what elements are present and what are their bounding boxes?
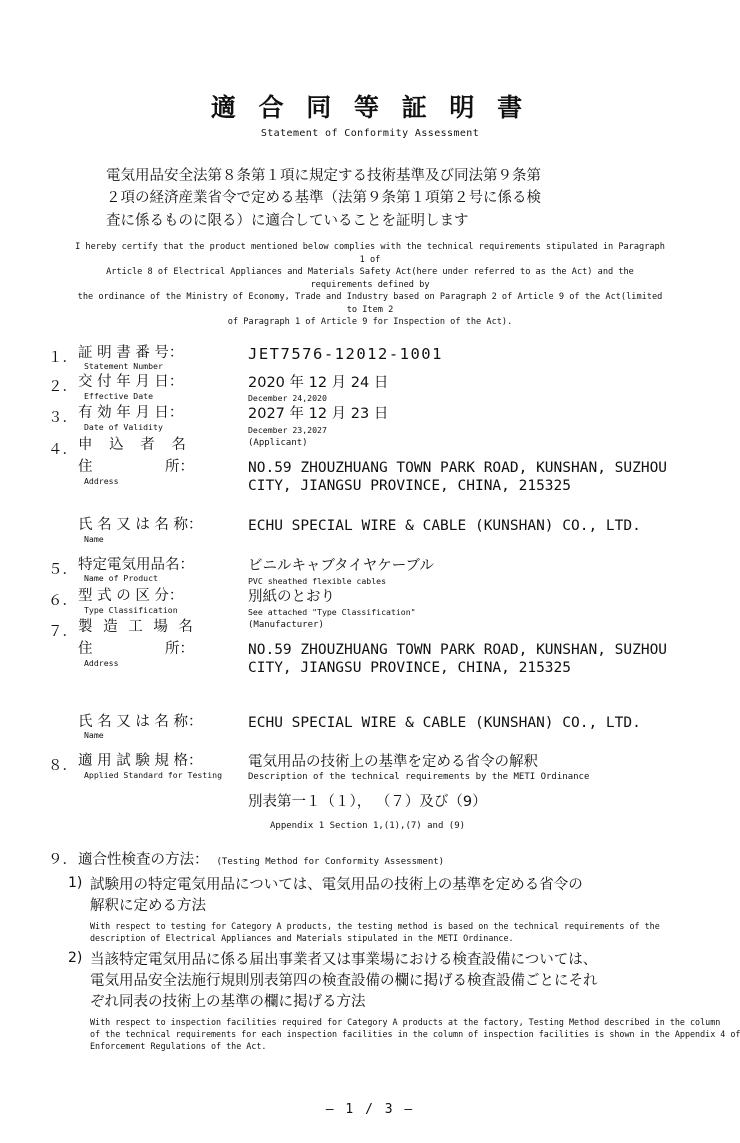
field-row-manufacturer-name	[48, 714, 692, 742]
field-label	[78, 641, 248, 669]
field-label-ja: 製 造 工 場 名	[78, 619, 196, 636]
field-value	[248, 641, 692, 677]
list-item-ja-line-3: ぞれ同表の技術上の基準の欄に掲げる方法	[90, 993, 366, 1010]
field-row-statement-number	[48, 345, 692, 373]
field-label-en: Statement Number	[84, 361, 163, 372]
field-value	[248, 437, 692, 449]
applied-standard-appendix-en: Appendix 1 Section 1,(1),(7) and (9)	[270, 820, 466, 831]
field-row-type-classification	[48, 588, 692, 617]
field-label	[78, 557, 248, 585]
field-label-ja: 型 式 の 区 分：	[78, 587, 184, 604]
field-label-ja: 氏 名 又 は 名 称：	[78, 517, 203, 534]
field-row-date-of-validity	[48, 405, 692, 434]
field-value	[248, 557, 692, 586]
field-number: ７．	[48, 624, 77, 641]
field-value-main: 別紙のとおり	[248, 588, 335, 605]
field-row-applicant-name	[48, 517, 692, 545]
field-label	[78, 588, 248, 616]
field-value-sub: (Applicant)	[248, 437, 308, 448]
field-value	[248, 374, 692, 403]
list-item-en-line-3: Enforcement Regulations of the Act.	[90, 1041, 267, 1052]
field-value	[248, 405, 692, 434]
field-label	[78, 619, 248, 636]
field-number: １．	[48, 349, 77, 366]
title-block	[48, 88, 692, 139]
list-item-en-line-1: With respect to inspection facilities required for Category A products at the factory, Testing Method described in the column	[90, 1016, 721, 1027]
list-item-ja-line-2: 解釈に定める方法	[90, 897, 206, 914]
intro-ja-line-1: 電気用品安全法第８条第１項に規定する技術基準及び同法第９条第	[106, 168, 541, 184]
intro-en-line-2: Article 8 of Electrical Appliances and Materials Safety Act(here under referred to as the Act) and the requirements defined by	[106, 267, 634, 290]
field-label	[78, 374, 248, 402]
field-label	[78, 437, 248, 454]
field-label-ja: 証 明 書 番 号：	[78, 344, 184, 361]
intro-en-line-1: I hereby certify that the product mentioned below complies with the technical requirements stipulated in Paragraph 1 of	[75, 242, 665, 265]
fields-list	[48, 344, 740, 1053]
page-footer: — 1 / 3 —	[325, 1102, 415, 1117]
page-title-ja: 適 合 同 等 証 明 書	[210, 93, 530, 122]
field-number: ２．	[48, 379, 77, 396]
field-label-ja: 有 効 年 月 日：	[78, 405, 184, 422]
field-row-applicant-address	[48, 459, 692, 495]
list-item-en-line-1: With respect to testing for Category A products, the testing method is based on the technical requirements of the	[90, 920, 660, 931]
list-item-text-ja	[90, 875, 692, 917]
intro-en-line-3: the ordinance of the Ministry of Economy, Trade and Industry based on Paragraph 2 of Article 9 of the Act(limited to Item 2	[77, 292, 663, 315]
field-number: ４．	[48, 441, 77, 458]
field-label	[78, 459, 248, 487]
field-label-en: Type Classification	[84, 604, 178, 615]
field-number: ８．	[48, 758, 77, 775]
field-label-en: Effective Date	[84, 390, 154, 401]
list-item-en-line-2: description of Electrical Appliances and Materials stipulated in the METI Ordinance.	[90, 932, 514, 943]
field-value-main: ビニルキャブタイヤケーブル	[248, 557, 434, 574]
field-value-sub: December 23,2027	[248, 424, 327, 435]
page-title-en: Statement of Conformity Assessment	[260, 128, 480, 139]
field-value-line2: CITY, JIANGSU PROVINCE, CHINA, 215325	[248, 660, 572, 677]
field-number: ９．	[48, 851, 77, 868]
field-row-manufacturer-address	[48, 641, 692, 677]
field-value-line2: CITY, JIANGSU PROVINCE, CHINA, 215325	[248, 477, 572, 494]
field-value	[248, 619, 692, 631]
field-label-en: Address	[84, 658, 119, 669]
field-value-sub: See attached "Type Classification"	[248, 607, 416, 618]
intro-paragraph-en	[48, 241, 692, 328]
field-value-main: NO.59 ZHOUZHUANG TOWN PARK ROAD, KUNSHAN, SUZHOU	[248, 459, 668, 476]
field-label-ja: 適 用 試 験 規 格：	[78, 753, 203, 770]
field-value-main: 2027 年 12 月 23 日	[248, 406, 389, 423]
list-item-ja-line-1: 試験用の特定電気用品については、電気用品の技術上の基準を定める省令の	[90, 876, 583, 893]
field-label-ja: 申 込 者 名	[78, 436, 192, 453]
list-item-marker: 2)	[68, 949, 83, 966]
field-label	[78, 345, 248, 373]
list-item-text-ja	[90, 950, 692, 1013]
list-item-text-en	[90, 1016, 740, 1053]
section-9-title-ja: 適合性検査の方法：	[78, 851, 209, 868]
field-label-en: Address	[84, 475, 119, 486]
list-item-text-en	[90, 920, 692, 944]
field-value-main: ECHU SPECIAL WIRE & CABLE (KUNSHAN) CO., LTD.	[248, 714, 641, 731]
field-label-en: Applied Standard for Testing	[84, 769, 223, 780]
list-item-ja-line-1: 当該特定電気用品に係る届出事業者又は事業場における検査設備については、	[90, 951, 598, 968]
field-row-effective-date	[48, 374, 692, 403]
field-value	[248, 459, 692, 495]
field-value	[248, 345, 692, 364]
field-label-ja: 氏 名 又 は 名 称：	[78, 713, 203, 730]
intro-paragraph-ja	[48, 165, 692, 232]
field-value	[248, 588, 692, 617]
field-row-applied-standard	[48, 753, 692, 783]
field-value-sub: December 24,2020	[248, 393, 327, 404]
applied-standard-appendix-ja: 別表第一１（１）， （７）及び（9）	[248, 793, 487, 810]
field-label-en: Date of Validity	[84, 422, 163, 433]
field-label	[78, 405, 248, 433]
field-value	[248, 714, 692, 732]
list-item-marker: 1)	[68, 874, 83, 891]
field-row-product-name	[48, 557, 692, 586]
field-value-sub: (Manufacturer)	[248, 620, 324, 631]
field-label-en: Name	[84, 730, 104, 741]
field-label	[78, 714, 248, 742]
field-label-ja: 住 所：	[78, 458, 194, 475]
field-value-main: ECHU SPECIAL WIRE & CABLE (KUNSHAN) CO., LTD.	[248, 518, 641, 535]
field-number: ３．	[48, 410, 77, 427]
intro-ja-line-3: 査に係るものに限る）に適合していることを証明します	[106, 212, 469, 229]
field-label-en: Name of Product	[84, 573, 158, 584]
certificate-page	[0, 88, 740, 1143]
field-label-ja: 住 所：	[78, 641, 194, 658]
field-label-en: Name	[84, 533, 104, 544]
field-value	[248, 517, 692, 535]
field-value-main: NO.59 ZHOUZHUANG TOWN PARK ROAD, KUNSHAN, SUZHOU	[248, 642, 668, 659]
list-item-en-line-2: of the technical requirements for each inspection facilities in the column of inspection facilities is shown in the Appendix 4 of	[90, 1029, 740, 1040]
field-label-ja: 特定電気用品名：	[78, 556, 194, 573]
field-value-sub: Description of the technical requirements by the METI Ordinance	[248, 772, 590, 783]
field-number: ５．	[48, 561, 77, 578]
list-item	[48, 875, 692, 944]
field-value-main: JET7576-12012-1001	[248, 344, 443, 363]
field-row-applicant	[48, 437, 692, 459]
section-9-title-en: (Testing Method for Conformity Assessment)	[216, 856, 445, 867]
field-number: ６．	[48, 592, 77, 609]
field-label-ja: 交 付 年 月 日：	[78, 374, 184, 391]
field-label	[78, 753, 248, 781]
field-value-sub: PVC sheathed flexible cables	[248, 575, 387, 586]
field-value-main: 2020 年 12 月 24 日	[248, 375, 389, 392]
field-label	[78, 517, 248, 545]
list-item	[48, 949, 740, 1053]
section-9-header	[48, 847, 692, 869]
field-value-main: 電気用品の技術上の基準を定める省令の解釈	[248, 754, 538, 771]
intro-ja-line-2: ２項の経済産業省令で定める基準（法第９条第１項第２号に係る検	[106, 190, 541, 207]
field-value	[248, 753, 692, 783]
field-row-manufacturer	[48, 619, 692, 641]
list-item-ja-line-2: 電気用品安全法施行規則別表第四の検査設備の欄に掲げる検査設備ごとにそれ	[90, 972, 598, 989]
intro-en-line-4: of Paragraph 1 of Article 9 for Inspection of the Act).	[227, 317, 513, 328]
